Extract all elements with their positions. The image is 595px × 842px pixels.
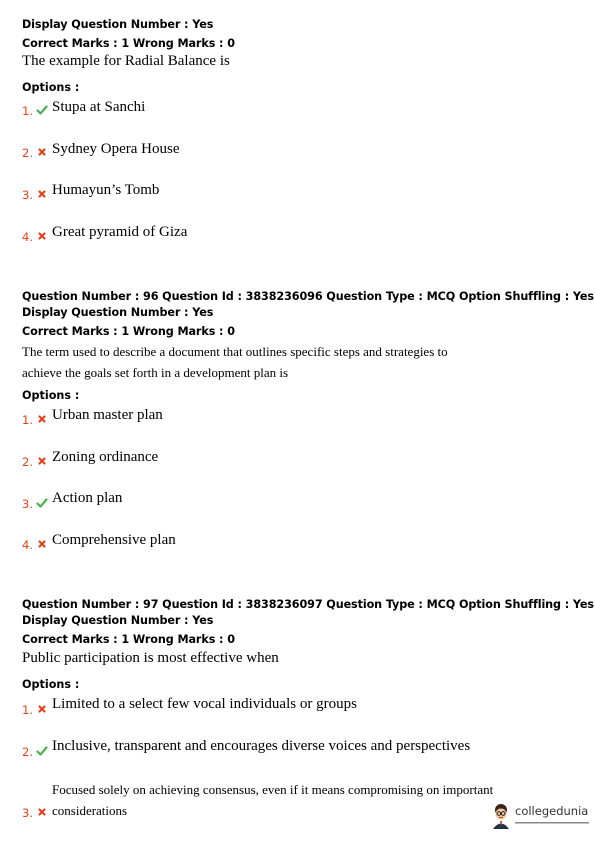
display-question-number: Display Question Number : Yes [22, 306, 214, 319]
marks-info: Correct Marks : 1 Wrong Marks : 0 [22, 633, 235, 646]
marks-info: Correct Marks : 1 Wrong Marks : 0 [22, 37, 235, 50]
question-header: Question Number : 96 Question Id : 3838236096 Question Type : MCQ Option Shuffling : Yes [22, 290, 594, 303]
question-text: Public participation is most effective when [22, 650, 279, 666]
question-text-line-2: achieve the goals set forth in a development plan is [22, 365, 289, 380]
option-text: Limited to a select few vocal individuals or groups [52, 696, 357, 712]
option-number: 3. [22, 188, 33, 202]
option-number: 4. [22, 538, 33, 552]
cross-icon [36, 455, 48, 467]
cross-icon [36, 146, 48, 158]
options-label: Options : [22, 389, 80, 402]
option-text: Zoning ordinance [52, 449, 159, 465]
mascot-icon [490, 802, 512, 830]
option-text: Great pyramid of Giza [52, 224, 188, 240]
cross-icon [36, 703, 48, 715]
option-text: Stupa at Sanchi [52, 99, 146, 115]
cross-icon [36, 538, 48, 550]
option-number: 4. [22, 230, 33, 244]
check-icon [36, 497, 48, 509]
cross-icon [36, 230, 48, 242]
display-question-number: Display Question Number : Yes [22, 18, 214, 31]
option-text-line-1: Focused solely on achieving consensus, even if it means compromising on important [52, 782, 494, 797]
check-icon [36, 745, 48, 757]
option-text: Sydney Opera House [52, 141, 180, 157]
cross-icon [36, 806, 48, 818]
option-number: 2. [22, 146, 33, 160]
cross-icon [36, 188, 48, 200]
option-number: 1. [22, 413, 33, 427]
option-number: 1. [22, 104, 33, 118]
logo-tagline [515, 820, 589, 826]
options-label: Options : [22, 678, 80, 691]
collegedunia-logo [490, 800, 590, 832]
option-text-line-2: considerations [52, 803, 128, 818]
option-text: Action plan [52, 490, 123, 506]
option-text: Comprehensive plan [52, 532, 176, 548]
option-number: 1. [22, 703, 33, 717]
option-number: 3. [22, 806, 33, 820]
option-text: Urban master plan [52, 407, 163, 423]
options-label: Options : [22, 81, 80, 94]
check-icon [36, 104, 48, 116]
question-header: Question Number : 97 Question Id : 3838236097 Question Type : MCQ Option Shuffling : Yes [22, 598, 594, 611]
option-text: Humayun’s Tomb [52, 182, 160, 198]
question-text: The example for Radial Balance is [22, 53, 230, 69]
option-number: 3. [22, 497, 33, 511]
option-number: 2. [22, 455, 33, 469]
option-text: Inclusive, transparent and encourages diverse voices and perspectives [52, 738, 471, 754]
question-text-line-1: The term used to describe a document that outlines specific steps and strategies to [22, 344, 448, 359]
display-question-number: Display Question Number : Yes [22, 614, 214, 627]
option-number: 2. [22, 745, 33, 759]
cross-icon [36, 413, 48, 425]
logo-wordmark: collegedunia [515, 804, 589, 818]
marks-info: Correct Marks : 1 Wrong Marks : 0 [22, 325, 235, 338]
